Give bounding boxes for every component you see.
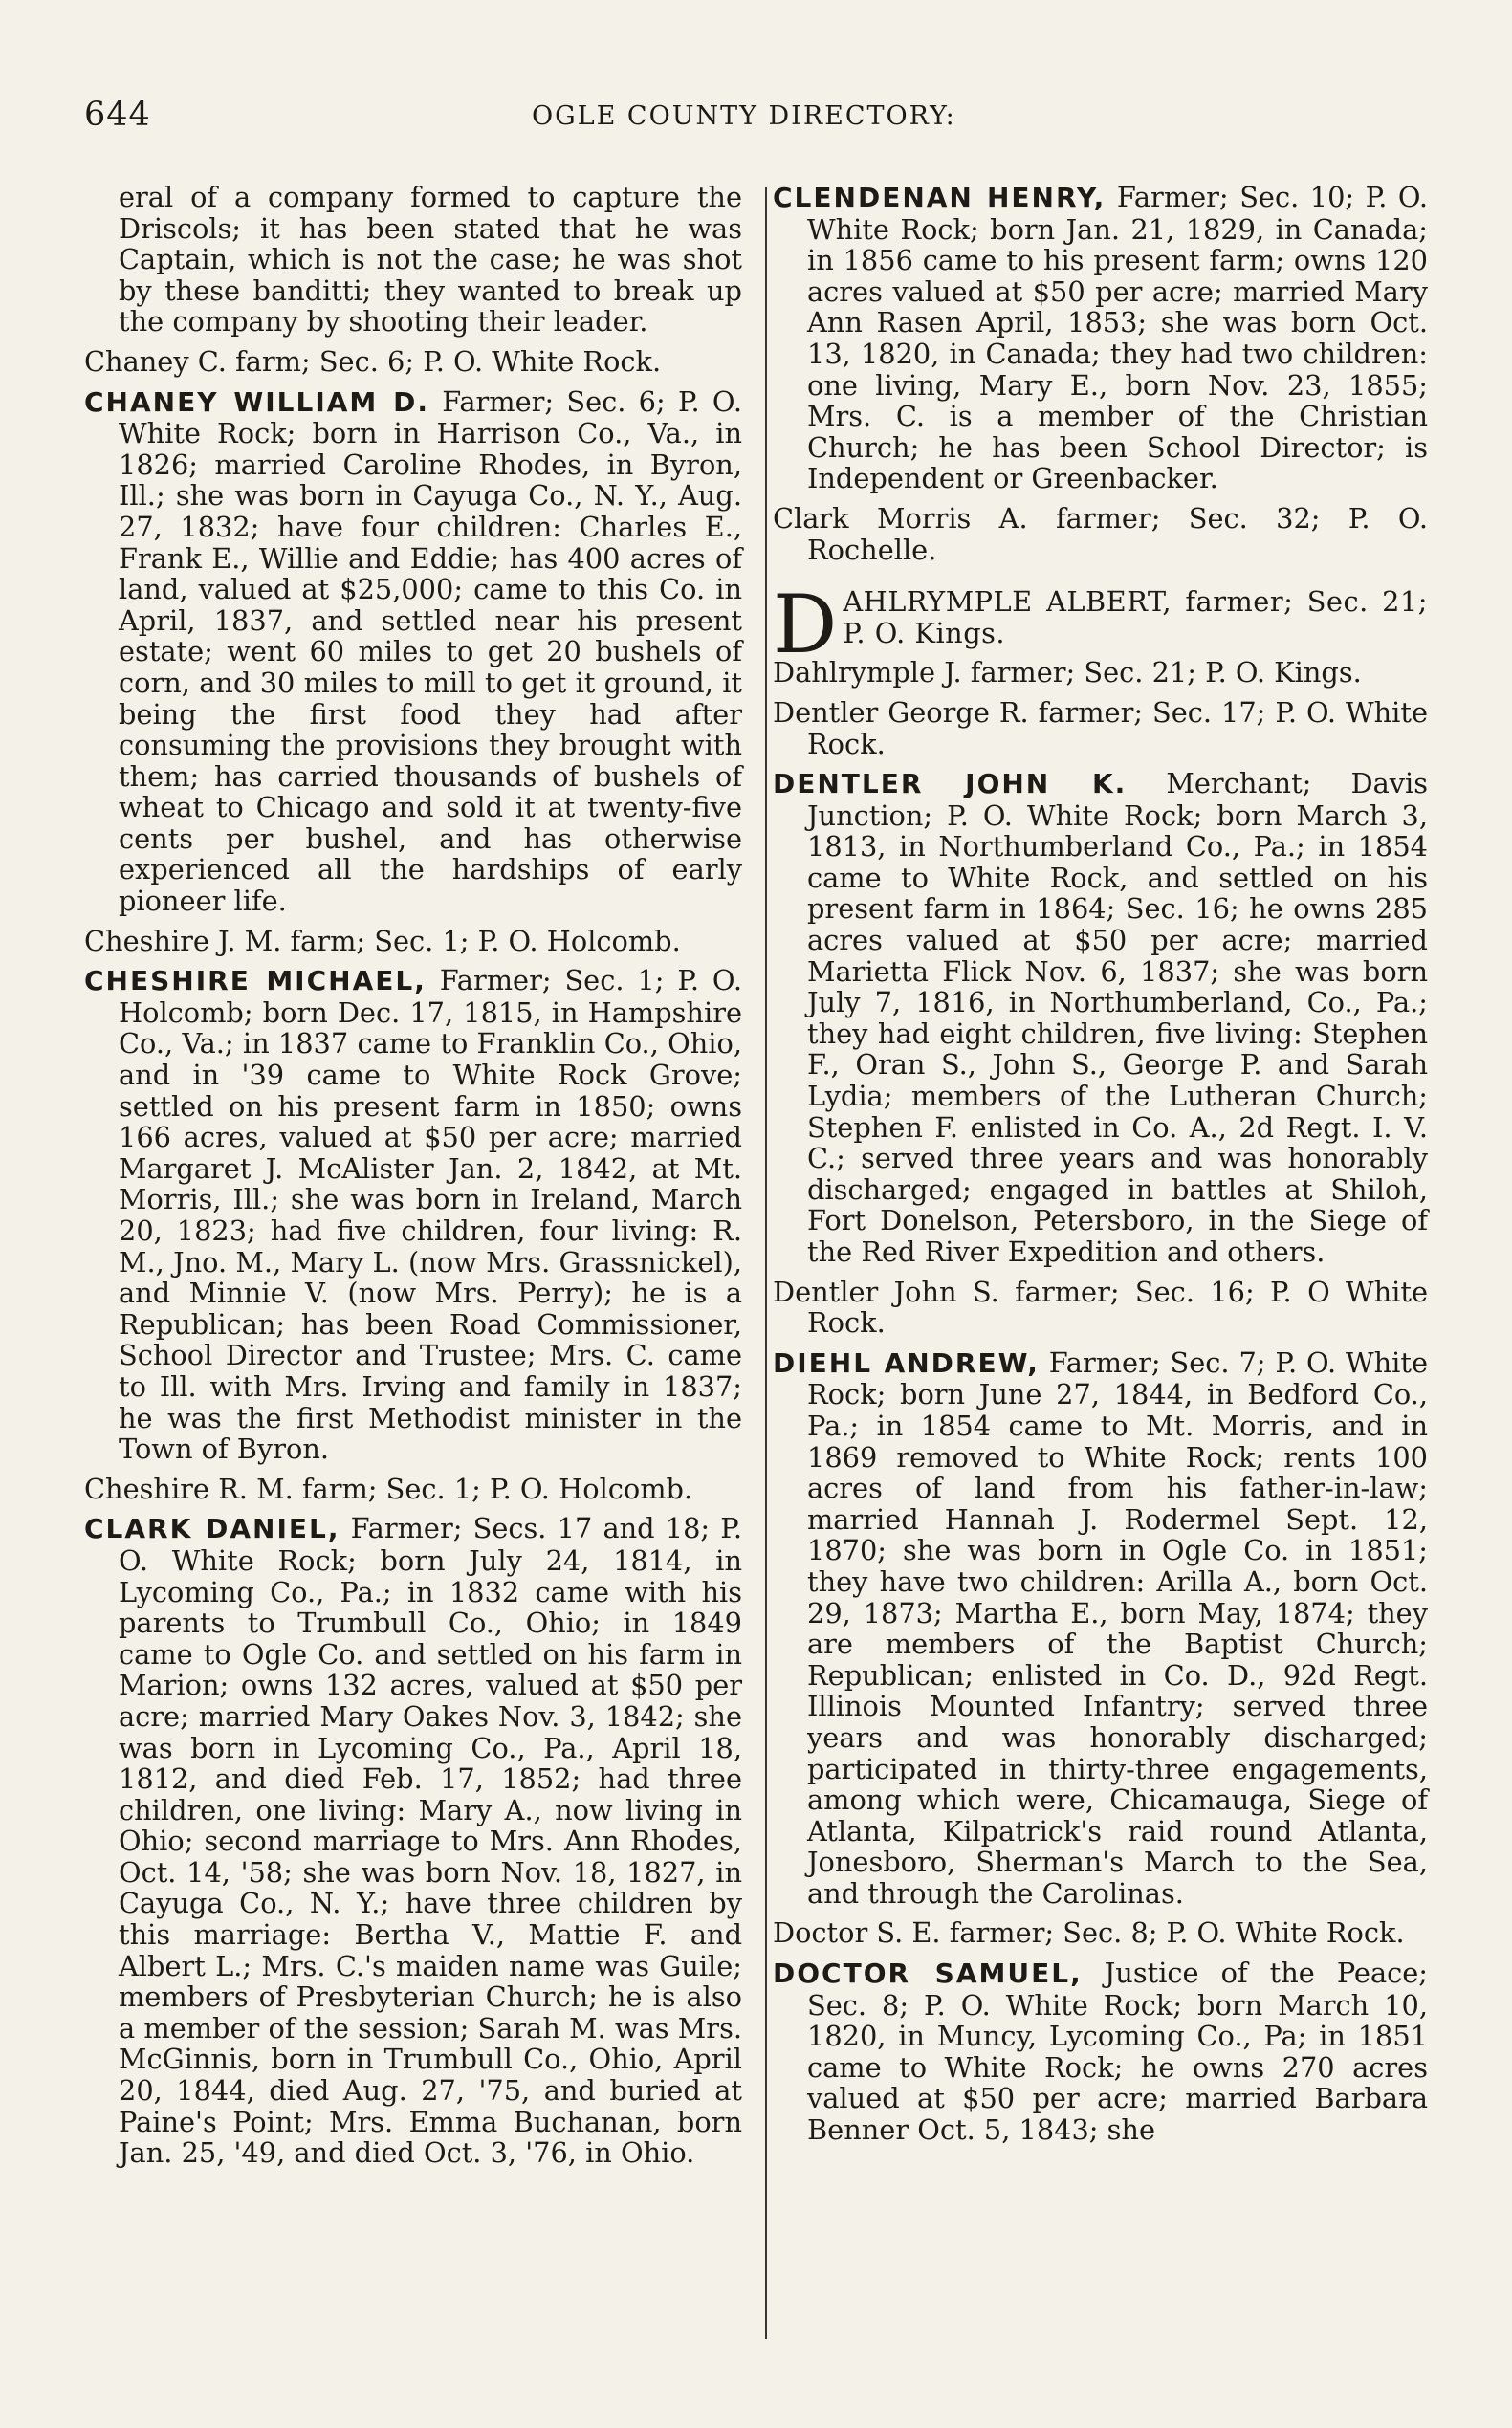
directory-entry	[773, 503, 1428, 565]
page-number: 644	[84, 96, 151, 134]
left-column	[84, 182, 742, 2177]
biography-entry	[84, 386, 742, 917]
entry-name: DOCTOR SAMUEL,	[773, 1958, 1083, 1990]
running-head: OGLE COUNTY DIRECTORY:	[532, 101, 956, 131]
directory-entry	[84, 1474, 742, 1505]
entry-text: Dentler George R. farmer; Sec. 17; P. O. White Rock.	[773, 695, 1428, 760]
directory-entry	[84, 926, 742, 957]
entry-text: Dentler John S. farmer; Sec. 16; P. O White Rock.	[773, 1275, 1428, 1340]
entry-text: Farmer; Sec. 6; P. O. White Rock; born in Harrison Co., Va., in 1826; married Caroline Rhodes, in Byron, Ill.; she was born in Cayuga Co., N. Y., Aug. 27, 1832; have four children: Charles E., Frank E., Willie and Eddie; has 400 acres of land, valued at $25,000; came to this Co. in April, 1837, and settled near his present estate; went 60 miles to get 20 bushels of corn, and 30 miles to mill to get it ground, it being the first food they had after consuming the provisions they brought with them; has carried thousands of bushels of wheat to Chicago and sold it at twenty-five cents per bushel, and has otherwise experienced all the hardships of early pioneer life.	[119, 384, 742, 918]
section-start-entry	[773, 578, 1428, 672]
directory-entry	[773, 1917, 1428, 1949]
biography-entry	[773, 1958, 1428, 2146]
entry-name: DENTLER JOHN K.	[773, 768, 1128, 800]
entry-text: Merchant; Davis Junction; P. O. White Rock; born March 3, 1813, in Northumberland Co., Pa.; in 1854 came to White Rock, and settled on his present farm in 1864; Sec. 16; he owns 285 acres valued at $50 per acre; married Marietta Flick Nov. 6, 1837; she was born July 7, 1816, in Northumberland, Co., Pa.; they had eight children, five living: Stephen F., Oran S., John S., George P. and Sarah Lydia; members of the Lutheran Church; Stephen F. enlisted in Co. A., 2d Regt. I. V. C.; served three years and was honorably discharged; engaged in battles at Shiloh, Fort Donelson, Petersboro, in the Siege of the Red River Expedition and others.	[807, 767, 1428, 1268]
entry-text: Farmer; Secs. 17 and 18; P. O. White Rock; born July 24, 1814, in Lycoming Co., Pa.; in 1832 came with his parents to Trumbull Co., Ohio; in 1849 came to Ogle Co. and settled on his farm in Marion; owns 132 acres, valued at $50 per acre; married Mary Oakes Nov. 3, 1842; she was born in Lycoming Co., Pa., April 18, 1812, and died Feb. 17, 1852; had three children, one living: Mary A., now living in Ohio; second marriage to Mrs. Ann Rhodes, Oct. 14, '58; she was born Nov. 18, 1827, in Cayuga Co., N. Y.; have three children by this marriage: Bertha V., Mattie F. and Albert L.; Mrs. C.'s maiden name was Guile; members of Presbyterian Church; he is also a member of the session; Sarah M. was Mrs. McGinnis, born in Trumbull Co., Ohio, April 20, 1844, died Aug. 27, '75, and buried at Paine's Point; Mrs. Emma Buchanan, born Jan. 25, '49, and died Oct. 3, '76, in Ohio.	[119, 1512, 743, 2170]
entry-text: Chaney C. farm; Sec. 6; P. O. White Rock.	[84, 344, 662, 378]
entry-text: Justice of the Peace; Sec. 8; P. O. White Rock; born March 10, 1820, in Muncy, Lycoming Co., Pa; in 1851 came to White Rock; he owns 270 acres valued at $50 per acre; married Barbara Benner Oct. 5, 1843; she	[807, 1957, 1428, 2147]
entry-name: CLENDENAN HENRY,	[773, 182, 1107, 213]
biography-entry	[773, 182, 1428, 494]
biography-entry	[773, 1347, 1428, 1910]
directory-entry	[773, 1277, 1428, 1339]
column-divider	[765, 187, 767, 2339]
entry-text: Doctor S. E. farmer; Sec. 8; P. O. White Rock.	[773, 1916, 1405, 1950]
entry-text: Cheshire J. M. farm; Sec. 1; P. O. Holcomb.	[84, 924, 681, 957]
entry-text: Farmer; Sec. 7; P. O. White Rock; born June 27, 1844, in Bedford Co., Pa.; in 1854 came to Mt. Morris, and in 1869 removed to White Rock; rents 100 acres of land from his father-in-law; married Hannah J. Rodermel Sept. 12, 1870; she was born in Ogle Co. in 1851; they have two children: Arilla A., born Oct. 29, 1873; Martha E., born May, 1874; they are members of the Baptist Church; Republican; enlisted in Co. D., 92d Regt. Illinois Mounted Infantry; served three years and was honorably discharged; participated in thirty-three engagements, among which were, Chicamauga, Siege of Atlanta, Kilpatrick's raid round Atlanta, Jonesboro, Sherman's March to the Sea, and through the Carolinas.	[807, 1345, 1428, 1910]
entry-name: DIEHL ANDREW,	[773, 1346, 1040, 1379]
entry-name: CHANEY WILLIAM D.	[84, 385, 430, 418]
biography-entry	[773, 768, 1428, 1268]
entry-text: Dahlrymple J. farmer; Sec. 21; P. O. Kings.	[773, 656, 1362, 689]
entry-text: Cheshire R. M. farm; Sec. 1; P. O. Holcomb.	[84, 1472, 693, 1505]
biography-entry	[84, 965, 742, 1465]
entry-name: CHESHIRE MICHAEL,	[84, 965, 427, 997]
entry-text: Farmer; Sec. 1; P. O. Holcomb; born Dec. 17, 1815, in Hampshire Co., Va.; in 1837 came to Franklin Co., Ohio, and in '39 came to White Rock Grove; settled on his present farm in 1850; owns 166 acres, valued at $50 per acre; married Margaret J. McAlister Jan. 2, 1842, at Mt. Morris, Ill.; she was born in Ireland, March 20, 1823; had five children, four living: R. M., Jno. M., Mary L. (now Mrs. Grassnickel), and Minnie V. (now Mrs. Perry); he is a Republican; has been Road Commissioner, School Director and Trustee; Mrs. C. came to Ill. with Mrs. Irving and family in 1837; he was the first Methodist minister in the Town of Byron.	[119, 964, 742, 1466]
right-column	[773, 182, 1428, 2155]
page-header	[84, 96, 1442, 143]
entry-text: Farmer; Sec. 10; P. O. White Rock; born Jan. 21, 1829, in Canada; in 1856 came to his present farm; owns 120 acres valued at $50 per acre; married Mary Ann Rasen April, 1853; she was born Oct. 13, 1820, in Canada; they had two children: one living, Mary E., born Nov. 23, 1855; Mrs. C. is a member of the Christian Church; he has been School Director; is Independent or Greenbacker.	[807, 181, 1429, 495]
entry-text: eral of a company formed to capture the Driscols; it has been stated that he was Captain, which is not the case; he was shot by these banditti; they wanted to break up the company by shooting their leader.	[119, 181, 742, 339]
entry-text: AHLRYMPLE ALBERT, farmer; Sec. 21; P. O. Kings.	[843, 585, 1428, 649]
directory-entry	[84, 346, 742, 378]
biography-entry	[84, 1513, 742, 2168]
entry-name: CLARK DANIEL,	[84, 1513, 340, 1545]
drop-cap: D	[773, 578, 838, 672]
entry-continuation	[84, 182, 742, 338]
directory-entry	[773, 657, 1428, 689]
directory-entry	[773, 697, 1428, 759]
entry-text: Clark Morris A. farmer; Sec. 32; P. O. Rochelle.	[773, 501, 1428, 566]
